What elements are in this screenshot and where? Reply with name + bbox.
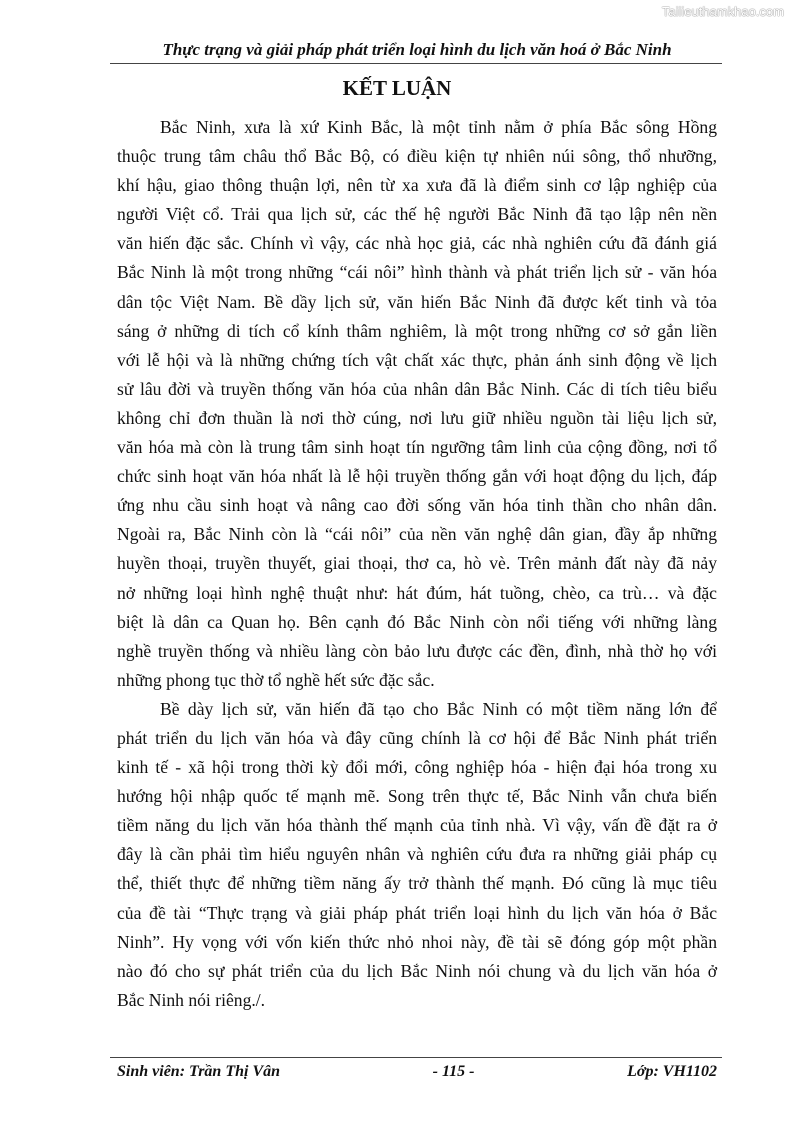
text-line: Bắc Ninh, xưa là xứ Kinh Bắc, là một tỉnh nằm ở phía Bắc sông Hồng — [160, 117, 717, 137]
paragraph — [117, 113, 717, 695]
text-line: Ninh”. Hy vọng với vốn kiến thức nhỏ nhoi này, đề tài sẽ đóng góp một phần — [117, 931, 717, 952]
footer-student: Sinh viên: Trần Thị Vân — [117, 1063, 281, 1080]
text-line: không chỉ đơn thuần là nơi thờ cúng, nơi lưu giữ nhiều nguồn tài liệu lịch sử, — [117, 407, 717, 428]
text-line: ứng nhu cầu sinh hoạt và nâng cao đời sống văn hóa tinh thần cho nhân dân. — [117, 495, 717, 516]
text-line: khí hậu, giao thông thuận lợi, nên từ xa xưa đã là điểm sinh cơ lập nghiệp của — [117, 175, 717, 196]
header-divider — [110, 63, 722, 64]
text-line: nở những loại hình nghệ thuật như: hát đúm, hát tuồng, chèo, ca trù… và đặc — [117, 582, 717, 603]
text-line: văn hiến đặc sắc. Chính vì vậy, các nhà học giả, các nhà nghiên cứu đã đánh giá — [117, 233, 717, 254]
page-number: - 115 - — [432, 1063, 475, 1080]
text-line: của đề tài “Thực trạng và giải pháp phát triển loại hình du lịch văn hóa ở Bắc — [117, 902, 717, 923]
text-line: sử lâu đời và truyền thống văn hóa của nhân dân Bắc Ninh. Các di tích tiêu biểu — [117, 378, 717, 399]
text-line: thể, thiết thực để những tiềm năng ấy trở thành thế mạnh. Đó cũng là mục tiêu — [117, 873, 717, 894]
text-line: Ngoài ra, Bắc Ninh còn là “cái nôi” của nền văn nghệ dân gian, đầy ắp những — [117, 524, 717, 545]
text-line: biệt là dân ca Quan họ. Bên cạnh đó Bắc Ninh còn nổi tiếng với những làng — [117, 611, 717, 632]
watermark: Tailieuthamkhao.com — [661, 4, 784, 19]
text-line: sáng ở những di tích cổ kính thâm nghiêm, là một trong những cơ sở gắn liền — [117, 320, 717, 341]
footer-divider — [110, 1057, 722, 1058]
text-line: huyền thoại, truyền thuyết, giai thoại, thơ ca, hò vè. Trên mảnh đất này đã nảy — [117, 553, 717, 574]
text-line: phát triển du lịch văn hóa và đây cũng chính là cơ hội để Bắc Ninh phát triển — [117, 727, 717, 748]
text-line: đây là cần phải tìm hiểu nguyên nhân và nghiên cứu đưa ra những giải pháp cụ — [117, 844, 717, 865]
text-line: với lễ hội và là những chứng tích vật chất xác thực, phản ánh sinh động về lịch — [117, 349, 717, 370]
text-line: kinh tế - xã hội trong thời kỳ đổi mới, công nghiệp hóa - hiện đại hóa trong xu — [117, 757, 717, 778]
text-line: nghề truyền thống và nhiều làng còn bảo lưu được các đền, đình, nhà thờ họ với — [117, 640, 717, 661]
running-header: Thực trạng và giải pháp phát triển loại hình du lịch văn hoá ở Bắc Ninh — [162, 40, 672, 59]
footer — [117, 1063, 717, 1081]
text-line: dân tộc Việt Nam. Bề dầy lịch sử, văn hiến Bắc Ninh đã được kết tinh và tỏa — [117, 291, 717, 312]
text-line: nào đó cho sự phát triển của du lịch Bắc Ninh nói chung và du lịch văn hóa ở — [117, 960, 717, 981]
text-line: Bắc Ninh là một trong những “cái nôi” hình thành và phát triển lịch sử - văn hóa — [117, 262, 717, 283]
page-title: KẾT LUẬN — [342, 76, 452, 100]
text-line: thuộc trung tâm châu thổ Bắc Bộ, có điều kiện tự nhiên núi sông, thổ nhưỡng, — [117, 146, 717, 167]
text-line: tiềm năng du lịch văn hóa thành thế mạnh của tỉnh nhà. Vì vậy, vấn đề đặt ra ở — [117, 815, 717, 836]
text-line: Bắc Ninh nói riêng./. — [117, 989, 266, 1010]
body-text — [117, 113, 717, 1015]
text-line: Bề dày lịch sử, văn hiến đã tạo cho Bắc Ninh có một tiềm năng lớn để — [160, 698, 717, 719]
text-line: những phong tục thờ tổ nghề hết sức đặc sắc. — [117, 669, 435, 690]
text-line: văn hóa mà còn là trung tâm sinh hoạt tín ngưỡng tâm linh của cộng đồng, nơi tổ — [117, 437, 717, 458]
footer-class: Lớp: VH1102 — [627, 1063, 717, 1080]
text-line: hướng hội nhập quốc tế mạnh mẽ. Song trên thực tế, Bắc Ninh vẫn chưa biến — [117, 786, 717, 807]
text-line: chức sinh hoạt văn hóa nhất là lễ hội truyền thống gắn với hoạt động du lịch, đáp — [117, 466, 717, 487]
paragraph — [117, 695, 717, 1015]
text-line: người Việt cổ. Trải qua lịch sử, các thế hệ người Bắc Ninh đã tạo lập nên nền — [117, 204, 717, 225]
